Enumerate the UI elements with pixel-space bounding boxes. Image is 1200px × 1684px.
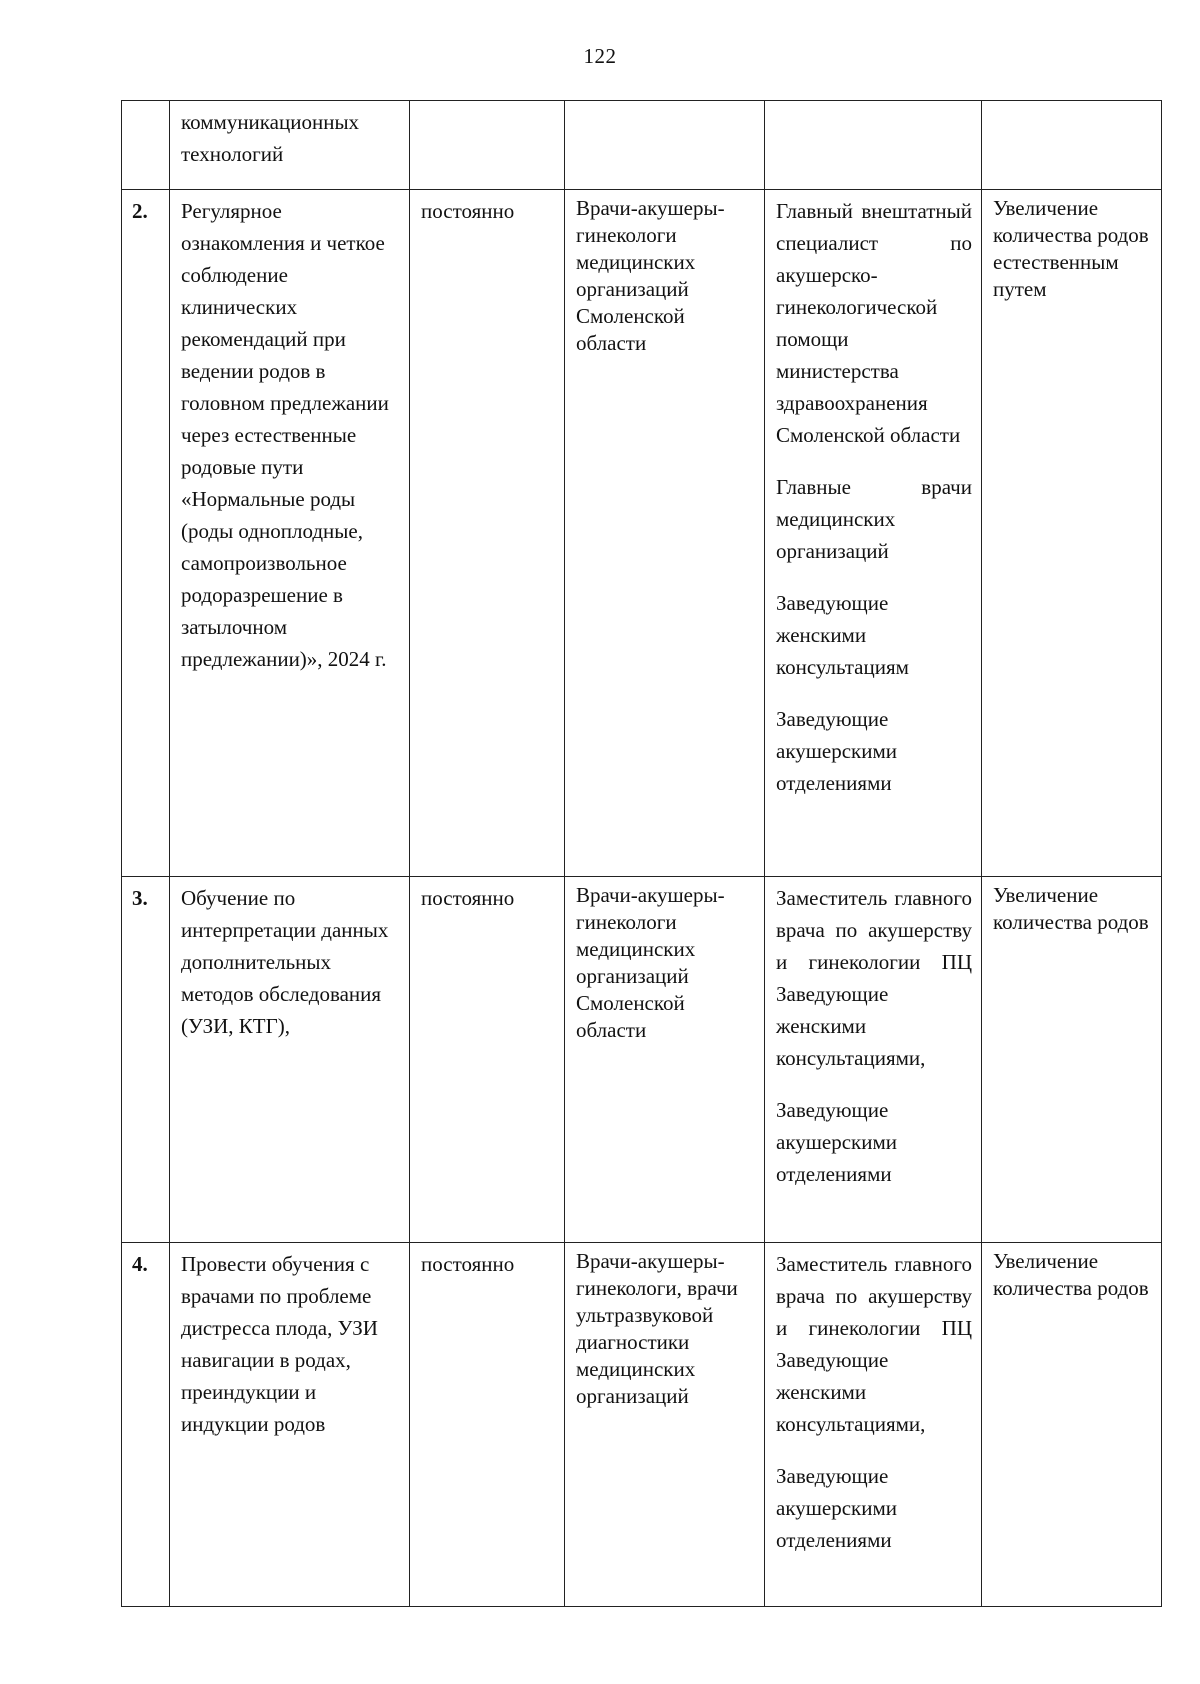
term-cell: постоянно: [410, 190, 565, 877]
responsible-item: Заместитель главного врача по акушерству и гинекологии ПЦ Заведующие женскими консультациями,: [776, 886, 972, 1070]
term-cell: постоянно: [410, 1243, 565, 1607]
table-row: [122, 101, 1162, 190]
responsible-item: Главный внештатный специалист по акушерско-гинекологической помощи министерства здравоохранения Смоленской области: [776, 199, 972, 447]
row-number-cell: 4.: [122, 1243, 170, 1607]
table-row: [122, 877, 1162, 1243]
executors-cell: Врачи-акушеры-гинекологи медицинских организаций Смоленской области: [565, 877, 765, 1243]
result-cell: [982, 101, 1162, 190]
responsible-item: Главные врачи медицинских организаций: [776, 475, 972, 563]
responsible-cell: [765, 1243, 982, 1607]
plan-table: [121, 100, 1162, 1607]
responsible-cell: [765, 101, 982, 190]
measure-cell: коммуникационных технологий: [170, 101, 410, 190]
term-cell: постоянно: [410, 877, 565, 1243]
executors-cell: Врачи-акушеры-гинекологи, врачи ультразвуковой диагностики медицинских организаций: [565, 1243, 765, 1607]
responsible-cell: [765, 877, 982, 1243]
table-row: [122, 190, 1162, 877]
executors-cell: [565, 101, 765, 190]
measure-cell: Провести обучения с врачами по проблеме дистресса плода, УЗИ навигации в родах, преиндукции и индукции родов: [170, 1243, 410, 1607]
measure-cell: Регулярное ознакомления и четкое соблюдение клинических рекомендаций при ведении родов в головном предлежании через естественные родовые пути «Нормальные роды (роды одноплодные, самопроизвольное родоразрешение в затылочном предлежании)», 2024 г.: [170, 190, 410, 877]
responsible-item: Заведующие акушерскими отделениями: [776, 1464, 898, 1552]
row-number-cell: [122, 101, 170, 190]
responsible-item: Заведующие акушерскими отделениями: [776, 1098, 898, 1186]
responsible-item: Заведующие женскими консультациям: [776, 591, 909, 679]
page-number: 122: [583, 44, 617, 68]
result-cell: Увеличение количества родов естественным путем: [982, 190, 1162, 877]
result-cell: Увеличение количества родов: [982, 1243, 1162, 1607]
responsible-item: Заместитель главного врача по акушерству и гинекологии ПЦ Заведующие женскими консультациями,: [776, 1252, 972, 1436]
term-cell: [410, 101, 565, 190]
row-number-cell: 3.: [122, 877, 170, 1243]
measure-cell: Обучение по интерпретации данных дополнительных методов обследования (УЗИ, КТГ),: [170, 877, 410, 1243]
table-row: [122, 1243, 1162, 1607]
result-cell: Увеличение количества родов: [982, 877, 1162, 1243]
row-number-cell: 2.: [122, 190, 170, 877]
responsible-item: Заведующие акушерскими отделениями: [776, 707, 898, 795]
executors-cell: Врачи-акушеры-гинекологи медицинских организаций Смоленской области: [565, 190, 765, 877]
responsible-cell: [765, 190, 982, 877]
